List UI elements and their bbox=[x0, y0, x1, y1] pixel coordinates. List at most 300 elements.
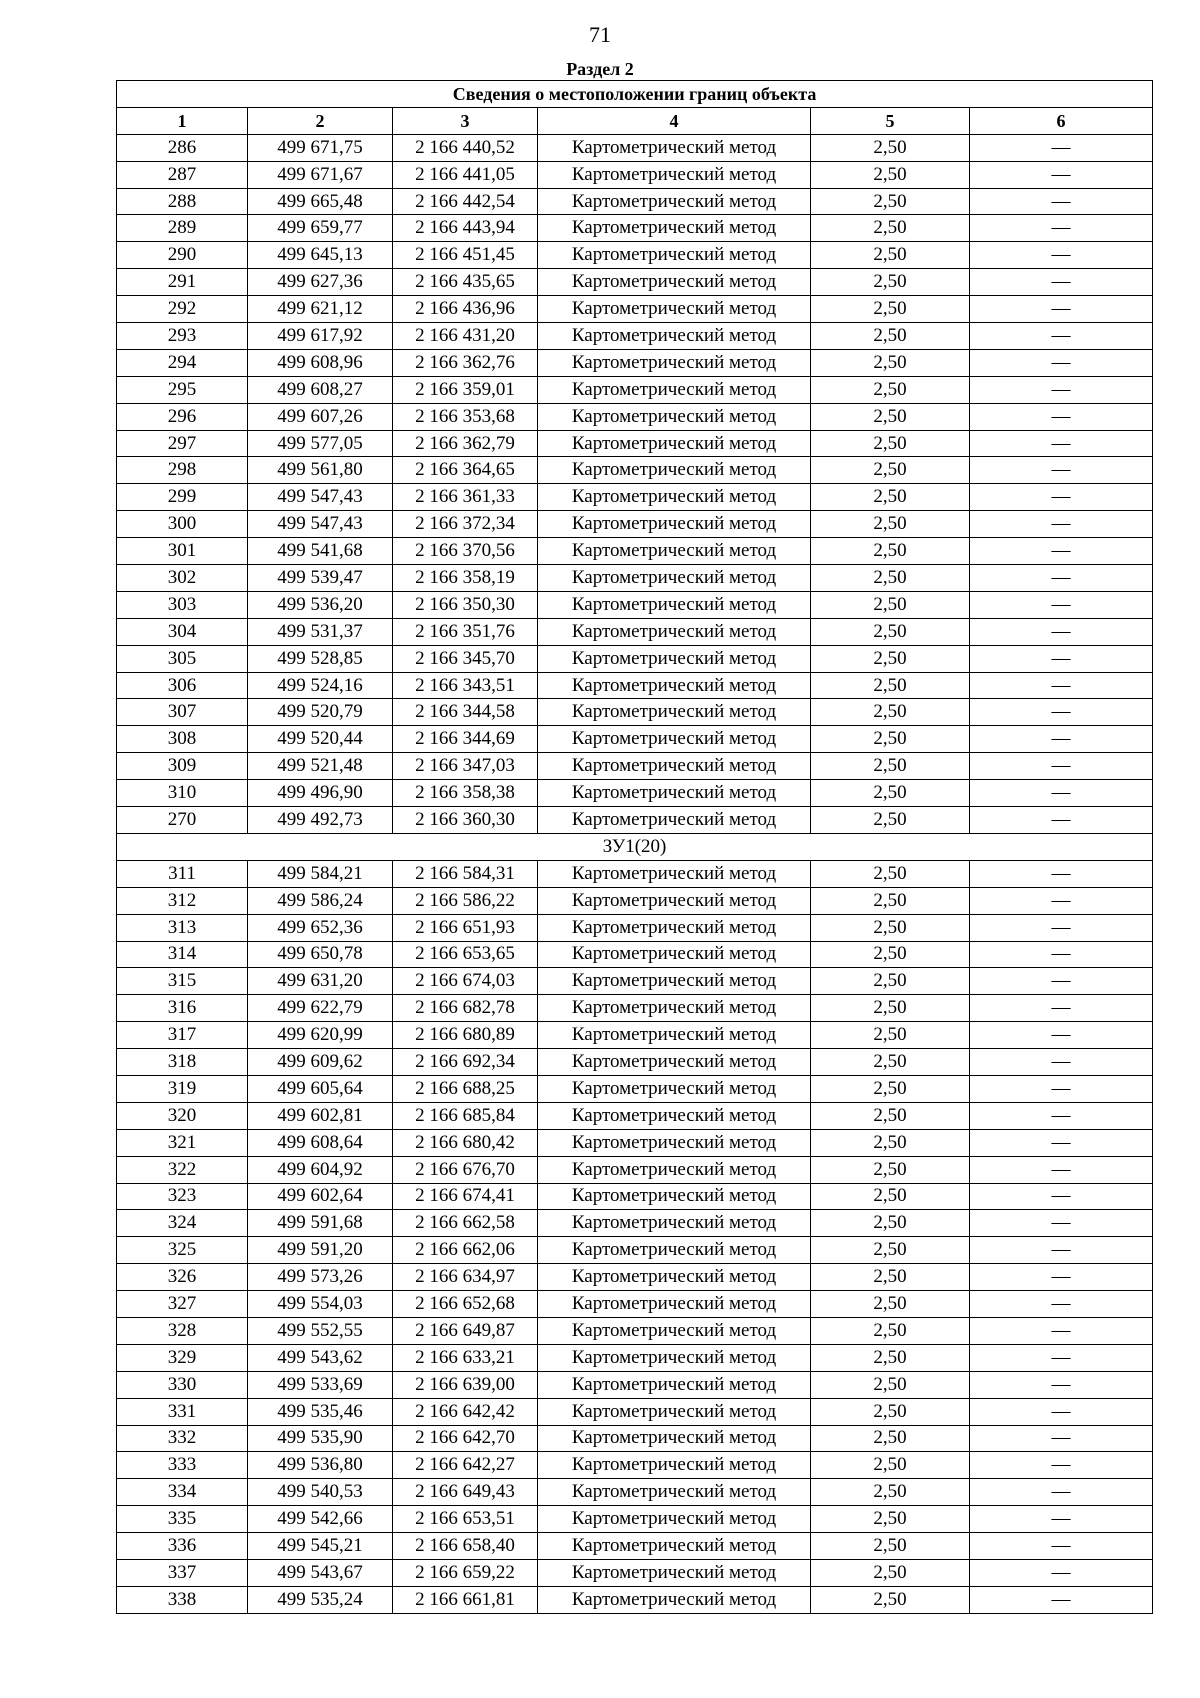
x-coordinate-cell: 499 586,24 bbox=[248, 887, 393, 914]
point-number-cell: 302 bbox=[117, 565, 248, 592]
accuracy-cell: 2,50 bbox=[811, 1398, 970, 1425]
table-caption-row bbox=[117, 81, 1153, 108]
method-cell: Картометрический метод bbox=[538, 618, 811, 645]
x-coordinate-cell: 499 547,43 bbox=[248, 511, 393, 538]
note-cell: — bbox=[970, 1129, 1153, 1156]
note-cell: — bbox=[970, 1075, 1153, 1102]
point-number-cell: 337 bbox=[117, 1559, 248, 1586]
table-row bbox=[117, 591, 1153, 618]
note-cell: — bbox=[970, 1291, 1153, 1318]
accuracy-cell: 2,50 bbox=[811, 430, 970, 457]
y-coordinate-cell: 2 166 659,22 bbox=[393, 1559, 538, 1586]
accuracy-cell: 2,50 bbox=[811, 1452, 970, 1479]
x-coordinate-cell: 499 536,80 bbox=[248, 1452, 393, 1479]
point-number-cell: 292 bbox=[117, 296, 248, 323]
method-cell: Картометрический метод bbox=[538, 1479, 811, 1506]
accuracy-cell: 2,50 bbox=[811, 1210, 970, 1237]
y-coordinate-cell: 2 166 682,78 bbox=[393, 995, 538, 1022]
accuracy-cell: 2,50 bbox=[811, 1049, 970, 1076]
y-coordinate-cell: 2 166 359,01 bbox=[393, 376, 538, 403]
note-cell: — bbox=[970, 1344, 1153, 1371]
point-number-cell: 293 bbox=[117, 323, 248, 350]
x-coordinate-cell: 499 607,26 bbox=[248, 403, 393, 430]
accuracy-cell: 2,50 bbox=[811, 753, 970, 780]
x-coordinate-cell: 499 631,20 bbox=[248, 968, 393, 995]
y-coordinate-cell: 2 166 692,34 bbox=[393, 1049, 538, 1076]
point-number-cell: 289 bbox=[117, 215, 248, 242]
y-coordinate-cell: 2 166 674,41 bbox=[393, 1183, 538, 1210]
point-number-cell: 301 bbox=[117, 538, 248, 565]
note-cell: — bbox=[970, 1022, 1153, 1049]
column-number: 4 bbox=[538, 107, 811, 134]
accuracy-cell: 2,50 bbox=[811, 941, 970, 968]
table-row bbox=[117, 1506, 1153, 1533]
note-cell: — bbox=[970, 403, 1153, 430]
note-cell: — bbox=[970, 296, 1153, 323]
y-coordinate-cell: 2 166 451,45 bbox=[393, 242, 538, 269]
method-cell: Картометрический метод bbox=[538, 1102, 811, 1129]
method-cell: Картометрический метод bbox=[538, 242, 811, 269]
x-coordinate-cell: 499 602,64 bbox=[248, 1183, 393, 1210]
column-number: 6 bbox=[970, 107, 1153, 134]
x-coordinate-cell: 499 520,79 bbox=[248, 699, 393, 726]
method-cell: Картометрический метод bbox=[538, 1022, 811, 1049]
x-coordinate-cell: 499 520,44 bbox=[248, 726, 393, 753]
accuracy-cell: 2,50 bbox=[811, 887, 970, 914]
x-coordinate-cell: 499 671,75 bbox=[248, 134, 393, 161]
accuracy-cell: 2,50 bbox=[811, 1344, 970, 1371]
y-coordinate-cell: 2 166 358,19 bbox=[393, 565, 538, 592]
group-header-row bbox=[117, 833, 1153, 860]
method-cell: Картометрический метод bbox=[538, 753, 811, 780]
note-cell: — bbox=[970, 134, 1153, 161]
method-cell: Картометрический метод bbox=[538, 430, 811, 457]
x-coordinate-cell: 499 521,48 bbox=[248, 753, 393, 780]
table-row bbox=[117, 1156, 1153, 1183]
accuracy-cell: 2,50 bbox=[811, 1371, 970, 1398]
y-coordinate-cell: 2 166 676,70 bbox=[393, 1156, 538, 1183]
accuracy-cell: 2,50 bbox=[811, 457, 970, 484]
method-cell: Картометрический метод bbox=[538, 1371, 811, 1398]
y-coordinate-cell: 2 166 633,21 bbox=[393, 1344, 538, 1371]
accuracy-cell: 2,50 bbox=[811, 1156, 970, 1183]
accuracy-cell: 2,50 bbox=[811, 1237, 970, 1264]
method-cell: Картометрический метод bbox=[538, 403, 811, 430]
y-coordinate-cell: 2 166 649,87 bbox=[393, 1317, 538, 1344]
group-label: ЗУ1(20) bbox=[117, 833, 1153, 860]
table-row bbox=[117, 296, 1153, 323]
note-cell: — bbox=[970, 1237, 1153, 1264]
x-coordinate-cell: 499 543,62 bbox=[248, 1344, 393, 1371]
table-body bbox=[117, 134, 1153, 1613]
accuracy-cell: 2,50 bbox=[811, 1102, 970, 1129]
y-coordinate-cell: 2 166 345,70 bbox=[393, 645, 538, 672]
x-coordinate-cell: 499 645,13 bbox=[248, 242, 393, 269]
table-row bbox=[117, 941, 1153, 968]
y-coordinate-cell: 2 166 649,43 bbox=[393, 1479, 538, 1506]
note-cell: — bbox=[970, 1317, 1153, 1344]
y-coordinate-cell: 2 166 639,00 bbox=[393, 1371, 538, 1398]
method-cell: Картометрический метод bbox=[538, 914, 811, 941]
method-cell: Картометрический метод bbox=[538, 1129, 811, 1156]
accuracy-cell: 2,50 bbox=[811, 161, 970, 188]
method-cell: Картометрический метод bbox=[538, 1156, 811, 1183]
y-coordinate-cell: 2 166 362,76 bbox=[393, 349, 538, 376]
x-coordinate-cell: 499 602,81 bbox=[248, 1102, 393, 1129]
point-number-cell: 321 bbox=[117, 1129, 248, 1156]
method-cell: Картометрический метод bbox=[538, 323, 811, 350]
method-cell: Картометрический метод bbox=[538, 134, 811, 161]
accuracy-cell: 2,50 bbox=[811, 1479, 970, 1506]
note-cell: — bbox=[970, 672, 1153, 699]
y-coordinate-cell: 2 166 440,52 bbox=[393, 134, 538, 161]
point-number-cell: 317 bbox=[117, 1022, 248, 1049]
method-cell: Картометрический метод bbox=[538, 161, 811, 188]
y-coordinate-cell: 2 166 351,76 bbox=[393, 618, 538, 645]
table-row bbox=[117, 430, 1153, 457]
method-cell: Картометрический метод bbox=[538, 1291, 811, 1318]
x-coordinate-cell: 499 528,85 bbox=[248, 645, 393, 672]
note-cell: — bbox=[970, 1506, 1153, 1533]
method-cell: Картометрический метод bbox=[538, 538, 811, 565]
table-row bbox=[117, 1183, 1153, 1210]
section-title: Раздел 2 bbox=[566, 59, 634, 79]
note-cell: — bbox=[970, 242, 1153, 269]
point-number-cell: 297 bbox=[117, 430, 248, 457]
y-coordinate-cell: 2 166 688,25 bbox=[393, 1075, 538, 1102]
point-number-cell: 316 bbox=[117, 995, 248, 1022]
point-number-cell: 298 bbox=[117, 457, 248, 484]
column-number: 1 bbox=[117, 107, 248, 134]
point-number-cell: 336 bbox=[117, 1533, 248, 1560]
table-row bbox=[117, 1398, 1153, 1425]
point-number-cell: 270 bbox=[117, 807, 248, 834]
x-coordinate-cell: 499 621,12 bbox=[248, 296, 393, 323]
x-coordinate-cell: 499 552,55 bbox=[248, 1317, 393, 1344]
table-row bbox=[117, 403, 1153, 430]
table-row bbox=[117, 672, 1153, 699]
method-cell: Картометрический метод bbox=[538, 1075, 811, 1102]
table-row bbox=[117, 645, 1153, 672]
method-cell: Картометрический метод bbox=[538, 1317, 811, 1344]
column-number: 2 bbox=[248, 107, 393, 134]
accuracy-cell: 2,50 bbox=[811, 1075, 970, 1102]
point-number-cell: 304 bbox=[117, 618, 248, 645]
note-cell: — bbox=[970, 995, 1153, 1022]
point-number-cell: 299 bbox=[117, 484, 248, 511]
table-row bbox=[117, 618, 1153, 645]
point-number-cell: 318 bbox=[117, 1049, 248, 1076]
x-coordinate-cell: 499 608,64 bbox=[248, 1129, 393, 1156]
point-number-cell: 307 bbox=[117, 699, 248, 726]
note-cell: — bbox=[970, 726, 1153, 753]
method-cell: Картометрический метод bbox=[538, 565, 811, 592]
note-cell: — bbox=[970, 565, 1153, 592]
point-number-cell: 312 bbox=[117, 887, 248, 914]
y-coordinate-cell: 2 166 343,51 bbox=[393, 672, 538, 699]
method-cell: Картометрический метод bbox=[538, 1210, 811, 1237]
table-caption: Сведения о местоположении границ объекта bbox=[117, 81, 1153, 108]
x-coordinate-cell: 499 665,48 bbox=[248, 188, 393, 215]
note-cell: — bbox=[970, 161, 1153, 188]
method-cell: Картометрический метод bbox=[538, 887, 811, 914]
y-coordinate-cell: 2 166 674,03 bbox=[393, 968, 538, 995]
note-cell: — bbox=[970, 1398, 1153, 1425]
note-cell: — bbox=[970, 538, 1153, 565]
note-cell: — bbox=[970, 780, 1153, 807]
point-number-cell: 310 bbox=[117, 780, 248, 807]
table-row bbox=[117, 349, 1153, 376]
point-number-cell: 330 bbox=[117, 1371, 248, 1398]
method-cell: Картометрический метод bbox=[538, 1506, 811, 1533]
note-cell: — bbox=[970, 591, 1153, 618]
x-coordinate-cell: 499 577,05 bbox=[248, 430, 393, 457]
note-cell: — bbox=[970, 887, 1153, 914]
accuracy-cell: 2,50 bbox=[811, 215, 970, 242]
y-coordinate-cell: 2 166 662,06 bbox=[393, 1237, 538, 1264]
x-coordinate-cell: 499 659,77 bbox=[248, 215, 393, 242]
accuracy-cell: 2,50 bbox=[811, 484, 970, 511]
table-row bbox=[117, 269, 1153, 296]
y-coordinate-cell: 2 166 651,93 bbox=[393, 914, 538, 941]
point-number-cell: 291 bbox=[117, 269, 248, 296]
point-number-cell: 294 bbox=[117, 349, 248, 376]
accuracy-cell: 2,50 bbox=[811, 591, 970, 618]
note-cell: — bbox=[970, 1452, 1153, 1479]
x-coordinate-cell: 499 545,21 bbox=[248, 1533, 393, 1560]
x-coordinate-cell: 499 543,67 bbox=[248, 1559, 393, 1586]
table-row bbox=[117, 1210, 1153, 1237]
point-number-cell: 329 bbox=[117, 1344, 248, 1371]
accuracy-cell: 2,50 bbox=[811, 511, 970, 538]
x-coordinate-cell: 499 561,80 bbox=[248, 457, 393, 484]
method-cell: Картометрический метод bbox=[538, 672, 811, 699]
point-number-cell: 334 bbox=[117, 1479, 248, 1506]
y-coordinate-cell: 2 166 370,56 bbox=[393, 538, 538, 565]
y-coordinate-cell: 2 166 634,97 bbox=[393, 1264, 538, 1291]
point-number-cell: 315 bbox=[117, 968, 248, 995]
method-cell: Картометрический метод bbox=[538, 726, 811, 753]
accuracy-cell: 2,50 bbox=[811, 403, 970, 430]
y-coordinate-cell: 2 166 441,05 bbox=[393, 161, 538, 188]
table-row bbox=[117, 1102, 1153, 1129]
x-coordinate-cell: 499 539,47 bbox=[248, 565, 393, 592]
point-number-cell: 335 bbox=[117, 1506, 248, 1533]
method-cell: Картометрический метод bbox=[538, 968, 811, 995]
accuracy-cell: 2,50 bbox=[811, 1533, 970, 1560]
y-coordinate-cell: 2 166 344,58 bbox=[393, 699, 538, 726]
accuracy-cell: 2,50 bbox=[811, 242, 970, 269]
column-number: 5 bbox=[811, 107, 970, 134]
x-coordinate-cell: 499 547,43 bbox=[248, 484, 393, 511]
y-coordinate-cell: 2 166 360,30 bbox=[393, 807, 538, 834]
y-coordinate-cell: 2 166 658,40 bbox=[393, 1533, 538, 1560]
column-number-row bbox=[117, 107, 1153, 134]
accuracy-cell: 2,50 bbox=[811, 807, 970, 834]
table-row bbox=[117, 1129, 1153, 1156]
table-row bbox=[117, 1237, 1153, 1264]
y-coordinate-cell: 2 166 344,69 bbox=[393, 726, 538, 753]
method-cell: Картометрический метод bbox=[538, 1425, 811, 1452]
table-row bbox=[117, 968, 1153, 995]
method-cell: Картометрический метод bbox=[538, 296, 811, 323]
accuracy-cell: 2,50 bbox=[811, 1559, 970, 1586]
x-coordinate-cell: 499 608,96 bbox=[248, 349, 393, 376]
point-number-cell: 314 bbox=[117, 941, 248, 968]
table-row bbox=[117, 215, 1153, 242]
accuracy-cell: 2,50 bbox=[811, 1586, 970, 1613]
method-cell: Картометрический метод bbox=[538, 1559, 811, 1586]
accuracy-cell: 2,50 bbox=[811, 349, 970, 376]
x-coordinate-cell: 499 535,46 bbox=[248, 1398, 393, 1425]
point-number-cell: 319 bbox=[117, 1075, 248, 1102]
y-coordinate-cell: 2 166 347,03 bbox=[393, 753, 538, 780]
table-row bbox=[117, 699, 1153, 726]
table-row bbox=[117, 1452, 1153, 1479]
method-cell: Картометрический метод bbox=[538, 807, 811, 834]
y-coordinate-cell: 2 166 642,27 bbox=[393, 1452, 538, 1479]
point-number-cell: 327 bbox=[117, 1291, 248, 1318]
method-cell: Картометрический метод bbox=[538, 1049, 811, 1076]
method-cell: Картометрический метод bbox=[538, 995, 811, 1022]
note-cell: — bbox=[970, 430, 1153, 457]
accuracy-cell: 2,50 bbox=[811, 565, 970, 592]
table-row bbox=[117, 726, 1153, 753]
note-cell: — bbox=[970, 968, 1153, 995]
x-coordinate-cell: 499 535,90 bbox=[248, 1425, 393, 1452]
accuracy-cell: 2,50 bbox=[811, 995, 970, 1022]
x-coordinate-cell: 499 617,92 bbox=[248, 323, 393, 350]
table-row bbox=[117, 1264, 1153, 1291]
x-coordinate-cell: 499 573,26 bbox=[248, 1264, 393, 1291]
boundary-coordinates-table bbox=[116, 80, 1153, 1614]
point-number-cell: 325 bbox=[117, 1237, 248, 1264]
point-number-cell: 338 bbox=[117, 1586, 248, 1613]
note-cell: — bbox=[970, 1586, 1153, 1613]
point-number-cell: 305 bbox=[117, 645, 248, 672]
y-coordinate-cell: 2 166 586,22 bbox=[393, 887, 538, 914]
accuracy-cell: 2,50 bbox=[811, 1291, 970, 1318]
y-coordinate-cell: 2 166 584,31 bbox=[393, 860, 538, 887]
table-row bbox=[117, 807, 1153, 834]
accuracy-cell: 2,50 bbox=[811, 618, 970, 645]
y-coordinate-cell: 2 166 436,96 bbox=[393, 296, 538, 323]
note-cell: — bbox=[970, 860, 1153, 887]
method-cell: Картометрический метод bbox=[538, 941, 811, 968]
x-coordinate-cell: 499 584,21 bbox=[248, 860, 393, 887]
x-coordinate-cell: 499 542,66 bbox=[248, 1506, 393, 1533]
table-row bbox=[117, 1371, 1153, 1398]
point-number-cell: 309 bbox=[117, 753, 248, 780]
point-number-cell: 324 bbox=[117, 1210, 248, 1237]
note-cell: — bbox=[970, 215, 1153, 242]
note-cell: — bbox=[970, 1156, 1153, 1183]
accuracy-cell: 2,50 bbox=[811, 914, 970, 941]
point-number-cell: 331 bbox=[117, 1398, 248, 1425]
method-cell: Картометрический метод bbox=[538, 511, 811, 538]
point-number-cell: 313 bbox=[117, 914, 248, 941]
accuracy-cell: 2,50 bbox=[811, 726, 970, 753]
table-row bbox=[117, 1317, 1153, 1344]
table-row bbox=[117, 484, 1153, 511]
method-cell: Картометрический метод bbox=[538, 1586, 811, 1613]
note-cell: — bbox=[970, 484, 1153, 511]
method-cell: Картометрический метод bbox=[538, 1237, 811, 1264]
x-coordinate-cell: 499 591,20 bbox=[248, 1237, 393, 1264]
method-cell: Картометрический метод bbox=[538, 780, 811, 807]
table-row bbox=[117, 161, 1153, 188]
x-coordinate-cell: 499 671,67 bbox=[248, 161, 393, 188]
y-coordinate-cell: 2 166 685,84 bbox=[393, 1102, 538, 1129]
point-number-cell: 286 bbox=[117, 134, 248, 161]
table-row bbox=[117, 1425, 1153, 1452]
point-number-cell: 287 bbox=[117, 161, 248, 188]
table-row bbox=[117, 780, 1153, 807]
y-coordinate-cell: 2 166 653,51 bbox=[393, 1506, 538, 1533]
method-cell: Картометрический метод bbox=[538, 645, 811, 672]
method-cell: Картометрический метод bbox=[538, 1183, 811, 1210]
accuracy-cell: 2,50 bbox=[811, 538, 970, 565]
point-number-cell: 288 bbox=[117, 188, 248, 215]
point-number-cell: 323 bbox=[117, 1183, 248, 1210]
table-row bbox=[117, 1586, 1153, 1613]
point-number-cell: 308 bbox=[117, 726, 248, 753]
table-row bbox=[117, 457, 1153, 484]
method-cell: Картометрический метод bbox=[538, 269, 811, 296]
method-cell: Картометрический метод bbox=[538, 1533, 811, 1560]
x-coordinate-cell: 499 650,78 bbox=[248, 941, 393, 968]
point-number-cell: 311 bbox=[117, 860, 248, 887]
note-cell: — bbox=[970, 188, 1153, 215]
note-cell: — bbox=[970, 753, 1153, 780]
accuracy-cell: 2,50 bbox=[811, 1317, 970, 1344]
point-number-cell: 303 bbox=[117, 591, 248, 618]
note-cell: — bbox=[970, 1479, 1153, 1506]
y-coordinate-cell: 2 166 350,30 bbox=[393, 591, 538, 618]
note-cell: — bbox=[970, 1102, 1153, 1129]
method-cell: Картометрический метод bbox=[538, 376, 811, 403]
y-coordinate-cell: 2 166 662,58 bbox=[393, 1210, 538, 1237]
x-coordinate-cell: 499 604,92 bbox=[248, 1156, 393, 1183]
x-coordinate-cell: 499 492,73 bbox=[248, 807, 393, 834]
accuracy-cell: 2,50 bbox=[811, 269, 970, 296]
note-cell: — bbox=[970, 1425, 1153, 1452]
note-cell: — bbox=[970, 457, 1153, 484]
method-cell: Картометрический метод bbox=[538, 1344, 811, 1371]
y-coordinate-cell: 2 166 443,94 bbox=[393, 215, 538, 242]
note-cell: — bbox=[970, 376, 1153, 403]
y-coordinate-cell: 2 166 431,20 bbox=[393, 323, 538, 350]
y-coordinate-cell: 2 166 642,42 bbox=[393, 1398, 538, 1425]
accuracy-cell: 2,50 bbox=[811, 860, 970, 887]
x-coordinate-cell: 499 627,36 bbox=[248, 269, 393, 296]
note-cell: — bbox=[970, 269, 1153, 296]
column-number: 3 bbox=[393, 107, 538, 134]
accuracy-cell: 2,50 bbox=[811, 968, 970, 995]
x-coordinate-cell: 499 541,68 bbox=[248, 538, 393, 565]
table-row bbox=[117, 914, 1153, 941]
y-coordinate-cell: 2 166 364,65 bbox=[393, 457, 538, 484]
y-coordinate-cell: 2 166 680,89 bbox=[393, 1022, 538, 1049]
point-number-cell: 320 bbox=[117, 1102, 248, 1129]
x-coordinate-cell: 499 608,27 bbox=[248, 376, 393, 403]
note-cell: — bbox=[970, 941, 1153, 968]
accuracy-cell: 2,50 bbox=[811, 376, 970, 403]
y-coordinate-cell: 2 166 435,65 bbox=[393, 269, 538, 296]
point-number-cell: 290 bbox=[117, 242, 248, 269]
y-coordinate-cell: 2 166 353,68 bbox=[393, 403, 538, 430]
table-row bbox=[117, 887, 1153, 914]
